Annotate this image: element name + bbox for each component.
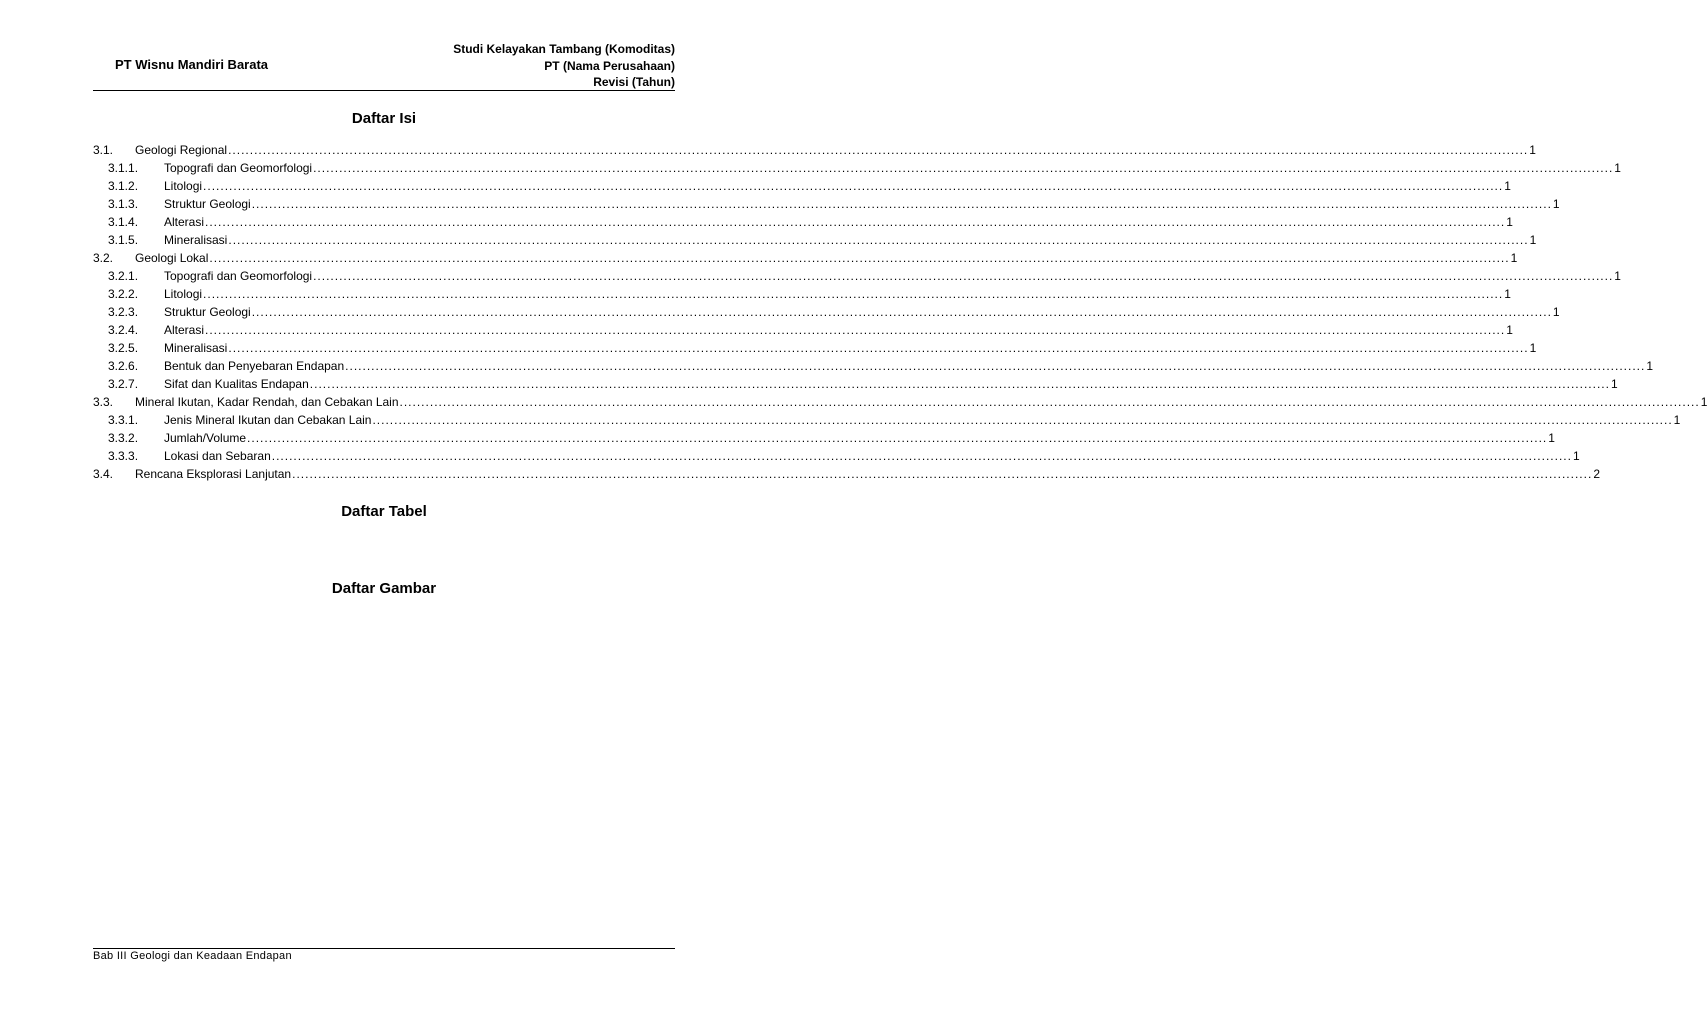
toc-entry-number: 3.2. [93, 251, 114, 265]
toc-entry-title: Rencana Eksplorasi Lanjutan [135, 467, 292, 481]
toc-entry-page: 1 [1614, 161, 1621, 175]
toc-entry[interactable] [93, 393, 1707, 411]
toc-dot-leader: ............................................................................................................................................................................................................................................................................................................ [205, 323, 1506, 337]
toc-entry-page: 1 [1552, 305, 1560, 319]
toc-entry-page: 1 [1646, 359, 1654, 373]
toc-dot-leader: ............................................................................................................................................................................................................................................................................................................ [309, 377, 1610, 391]
revision-label: Revisi (Tahun) [593, 75, 675, 89]
toc-entry-title: Jenis Mineral Ikutan dan Cebakan Lain [164, 413, 372, 427]
toc-entry-number: 3.1.3. [108, 197, 139, 211]
toc-entry[interactable] [93, 177, 1511, 195]
toc-entry-number: 3.1.2. [108, 179, 139, 193]
toc-entry[interactable] [93, 267, 1621, 285]
toc-entry-page: 1 [1504, 287, 1511, 301]
toc-entry[interactable] [93, 339, 1537, 357]
toc-dot-leader: ............................................................................................................................................................................................................................................................................................................ [251, 305, 1552, 319]
toc-entry-page: 1 [1700, 395, 1707, 409]
toc-entry[interactable] [93, 141, 1536, 159]
toc-entry-number: 3.2.7. [108, 377, 139, 391]
toc-entry[interactable] [93, 447, 1580, 465]
toc-entry-number: 3.1. [93, 143, 114, 157]
toc-dot-leader: ............................................................................................................................................................................................................................................................................................................ [228, 233, 1529, 247]
toc-dot-leader: ............................................................................................................................................................................................................................................................................................................ [205, 215, 1506, 229]
toc-entry[interactable] [93, 195, 1560, 213]
toc-entry-page: 2 [1593, 467, 1600, 481]
toc-entry-title: Struktur Geologi [164, 197, 251, 211]
toc-entry-page: 1 [1610, 377, 1618, 391]
header-info [453, 41, 675, 91]
toc-dot-leader: ............................................................................................................................................................................................................................................................................................................ [292, 467, 1593, 481]
page-footer [93, 948, 675, 962]
company-name: PT Wisnu Mandiri Barata [115, 57, 269, 72]
toc-entry-page: 1 [1529, 143, 1536, 157]
tables-heading: Daftar Tabel [341, 503, 427, 520]
toc-entry-number: 3.2.6. [108, 359, 139, 373]
toc-entry[interactable] [93, 429, 1555, 447]
toc-dot-leader: ............................................................................................................................................................................................................................................................................................................ [228, 143, 1529, 157]
toc-entry-title: Geologi Regional [135, 143, 228, 157]
toc-entry[interactable] [93, 357, 1654, 375]
toc-entry-number: 3.2.4. [108, 323, 139, 337]
toc-dot-leader: ............................................................................................................................................................................................................................................................................................................ [203, 287, 1504, 301]
toc-entry[interactable] [93, 321, 1513, 339]
footer-chapter: Bab III Geologi dan Keadaan Endapan [93, 950, 292, 962]
toc-entry[interactable] [93, 213, 1513, 231]
toc-entry-page: 1 [1673, 413, 1681, 427]
toc-heading: Daftar Isi [351, 110, 417, 127]
figures-heading: Daftar Gambar [331, 580, 437, 597]
toc-entry-number: 3.1.5. [108, 233, 139, 247]
toc-dot-leader: ............................................................................................................................................................................................................................................................................................................ [271, 449, 1572, 463]
page-header [93, 40, 675, 91]
toc-entry-title: Mineralisasi [164, 341, 228, 355]
toc-entry-title: Lokasi dan Sebaran [164, 449, 271, 463]
toc-entry-page: 1 [1552, 197, 1560, 211]
toc-entry-title: Bentuk dan Penyebaran Endapan [164, 359, 345, 373]
toc-entry-number: 3.3. [93, 395, 114, 409]
toc-entry-number: 3.2.1. [108, 269, 139, 283]
toc-entry-title: Mineral Ikutan, Kadar Rendah, dan Cebakan Lain [135, 395, 399, 409]
toc-entry-page: 1 [1614, 269, 1621, 283]
table-of-contents [93, 141, 1707, 483]
toc-entry-page: 1 [1506, 323, 1513, 337]
toc-entry[interactable] [93, 285, 1511, 303]
company-placeholder: PT (Nama Perusahaan) [544, 58, 675, 73]
toc-entry-title: Sifat dan Kualitas Endapan [164, 377, 309, 391]
toc-entry-title: Alterasi [164, 215, 205, 229]
toc-entry-number: 3.2.5. [108, 341, 139, 355]
toc-dot-leader: ............................................................................................................................................................................................................................................................................................................ [209, 251, 1510, 265]
toc-entry-title: Topografi dan Geomorfologi [164, 269, 313, 283]
toc-entry-number: 3.3.1. [108, 413, 139, 427]
toc-entry-title: Alterasi [164, 323, 205, 337]
toc-entry-title: Litologi [164, 179, 203, 193]
toc-entry-number: 3.2.3. [108, 305, 139, 319]
toc-entry-title: Jumlah/Volume [164, 431, 247, 445]
toc-entry-page: 1 [1510, 251, 1518, 265]
toc-entry-page: 1 [1529, 233, 1537, 247]
toc-entry-number: 3.2.2. [108, 287, 139, 301]
toc-entry-page: 1 [1548, 431, 1555, 445]
toc-dot-leader: ............................................................................................................................................................................................................................................................................................................ [313, 269, 1614, 283]
toc-entry-page: 1 [1506, 215, 1513, 229]
toc-entry[interactable] [93, 231, 1537, 249]
toc-entry-title: Mineralisasi [164, 233, 228, 247]
toc-entry-page: 1 [1529, 341, 1537, 355]
toc-entry-title: Geologi Lokal [135, 251, 209, 265]
toc-dot-leader: ............................................................................................................................................................................................................................................................................................................ [345, 359, 1646, 373]
toc-entry-number: 3.3.3. [108, 449, 139, 463]
doc-title: Studi Kelayakan Tambang (Komoditas) [453, 42, 675, 56]
toc-entry[interactable] [93, 375, 1618, 393]
toc-dot-leader: ............................................................................................................................................................................................................................................................................................................ [313, 161, 1614, 175]
toc-entry-page: 1 [1572, 449, 1580, 463]
toc-entry[interactable] [93, 303, 1560, 321]
toc-entry-title: Litologi [164, 287, 203, 301]
toc-entry-page: 1 [1504, 179, 1511, 193]
toc-dot-leader: ............................................................................................................................................................................................................................................................................................................ [247, 431, 1548, 445]
toc-dot-leader: ............................................................................................................................................................................................................................................................................................................ [399, 395, 1700, 409]
toc-entry[interactable] [93, 249, 1518, 267]
toc-entry-number: 3.1.1. [108, 161, 139, 175]
toc-dot-leader: ............................................................................................................................................................................................................................................................................................................ [372, 413, 1673, 427]
toc-dot-leader: ............................................................................................................................................................................................................................................................................................................ [228, 341, 1529, 355]
toc-entry-number: 3.1.4. [108, 215, 139, 229]
toc-dot-leader: ............................................................................................................................................................................................................................................................................................................ [203, 179, 1504, 193]
toc-entry-title: Struktur Geologi [164, 305, 251, 319]
toc-entry-number: 3.4. [93, 467, 114, 481]
toc-dot-leader: ............................................................................................................................................................................................................................................................................................................ [251, 197, 1552, 211]
toc-entry[interactable] [93, 159, 1621, 177]
toc-entry-title: Topografi dan Geomorfologi [164, 161, 313, 175]
toc-entry[interactable] [93, 411, 1681, 429]
toc-entry[interactable] [93, 465, 1600, 483]
toc-entry-number: 3.3.2. [108, 431, 139, 445]
